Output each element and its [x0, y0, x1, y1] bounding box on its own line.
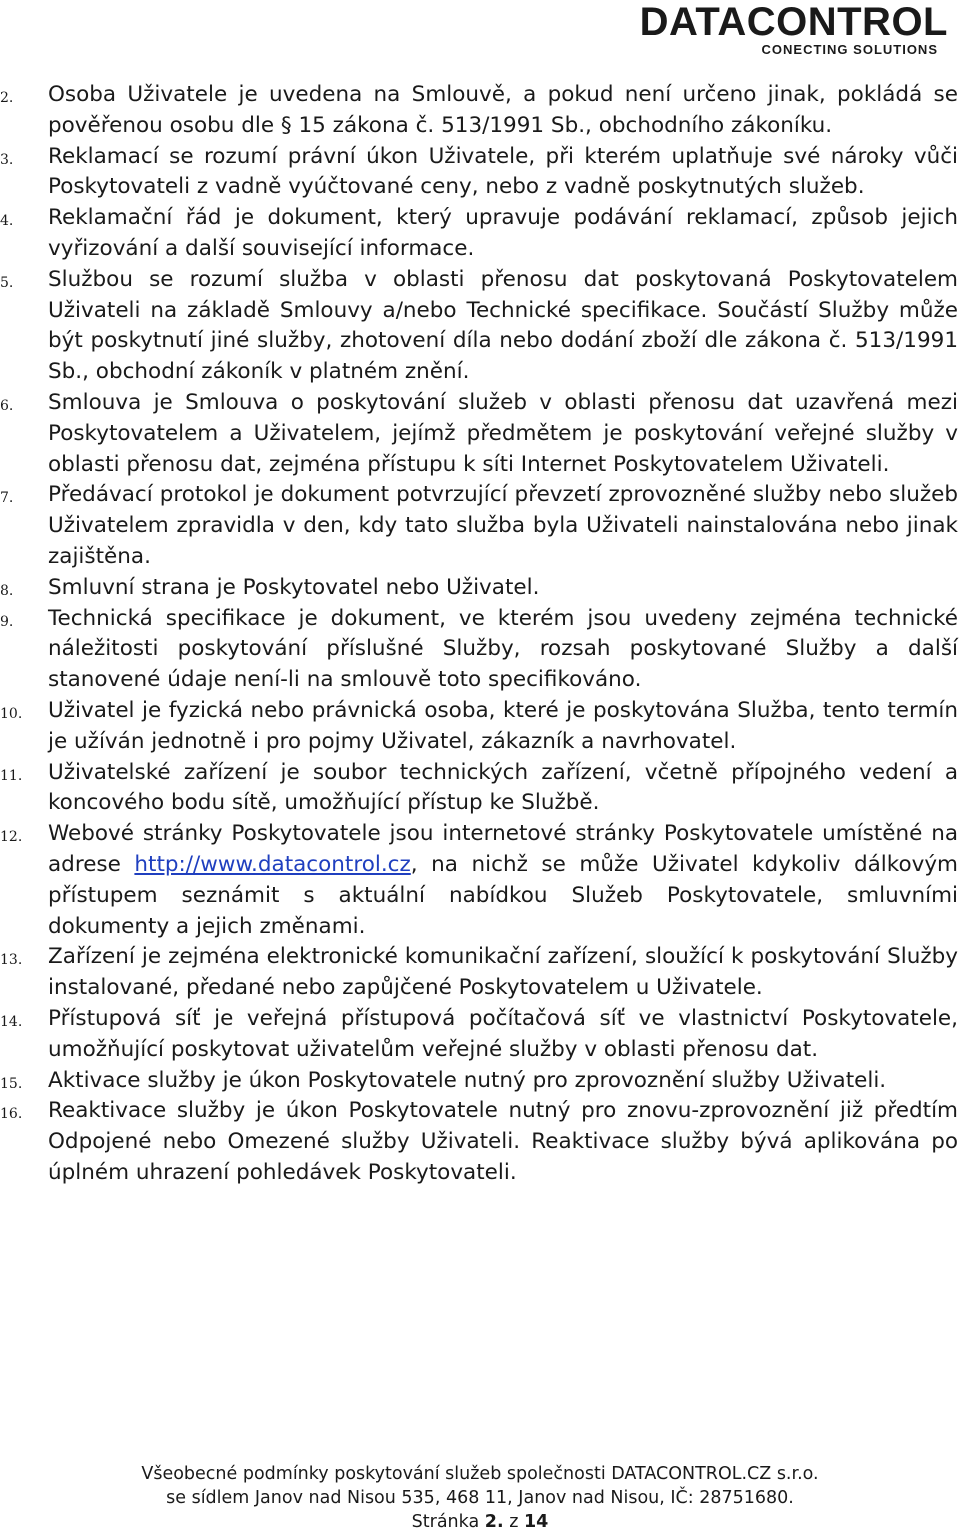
logo-tagline: CONECTING SOLUTIONS — [761, 42, 938, 57]
item-number: 10. — [0, 705, 23, 722]
item-text: Přístupová síť je veřejná přístupová počítačová síť ve vlastnictví Poskytovatele, umožňující poskytovat uživatelům veřejné služby v oblasti přenosu dat. — [48, 1005, 958, 1062]
page-label: Stránka — [411, 1512, 480, 1532]
list-item — [0, 573, 958, 604]
item-text: Smlouva je Smlouva o poskytování služeb v oblasti přenosu dat uzavřená mezi Poskytovatelem a Uživatelem, jejímž předmětem je poskytování veřejné služby v oblasti přenosu dat, zejména přístupu k síti Internet Poskytovatelem Uživateli. — [48, 389, 958, 477]
item-number: 2. — [0, 90, 14, 106]
page-footer — [0, 1462, 960, 1534]
definitions-list — [0, 80, 958, 1189]
item-number: 15. — [0, 1075, 23, 1092]
list-item — [0, 1096, 958, 1188]
page-number — [0, 1510, 960, 1534]
item-text-after-link: , na nichž se může Uživatel kdykoliv dálkovým přístupem seznámit s aktuální nabídkou Služeb Poskytovatele, smluvními dokumenty a jejich změnami. — [48, 851, 958, 939]
item-number: 13. — [0, 952, 23, 969]
logo-wordmark: DATACONTROL — [639, 0, 948, 44]
item-number: 4. — [0, 213, 14, 230]
item-text: Uživatelské zařízení je soubor technických zařízení, včetně přípojného vedení a koncového bodu sítě, umožňující přístup ke Službě. — [48, 759, 958, 816]
list-item — [0, 696, 958, 758]
item-text: Smluvní strana je Poskytovatel nebo Uživatel. — [48, 574, 540, 600]
page-total: 14 — [523, 1512, 549, 1532]
list-item — [0, 1004, 958, 1066]
list-item — [0, 758, 958, 820]
page-separator: z — [509, 1512, 519, 1532]
item-text: Předávací protokol je dokument potvrzující převzetí zprovozněné služby nebo služeb Uživatelem zpravidla v den, kdy tato služba byla Uživateli nainstalována nebo jinak zajištěna. — [48, 482, 958, 569]
page-current: 2. — [484, 1512, 504, 1532]
list-item — [0, 1066, 958, 1097]
footer-address-line: se sídlem Janov nad Nisou 535, 468 11, Janov nad Nisou, IČ: 28751680. — [166, 1488, 794, 1508]
item-text: Uživatel je fyzická nebo právnická osoba, které je poskytována Služba, tento termín je užíván jednotně i pro pojmy Uživatel, zákazník a navrhovatel. — [48, 697, 958, 754]
item-number: 8. — [0, 582, 14, 599]
item-text: Reaktivace služby je úkon Poskytovatele nutný pro znovu-zprovoznění již předtím Odpojené nebo Omezené služby Uživateli. Reaktivace služby bývá aplikována po úplném uhrazení pohledávek Poskytovateli. — [48, 1098, 958, 1185]
website-link[interactable]: http://www.datacontrol.cz — [134, 851, 411, 877]
item-number: 5. — [0, 274, 14, 291]
item-number: 12. — [0, 829, 23, 846]
item-text: Reklamační řád je dokument, který upravuje podávání reklamací, způsob jejich vyřizování a další související informace. — [48, 205, 958, 261]
item-text: Reklamací se rozumí právní úkon Uživatele, při kterém uplatňuje své nároky vůči Poskytovateli z vadně vyúčtované ceny, nebo z vadně poskytnutých služeb. — [48, 143, 958, 200]
company-logo — [640, 2, 948, 56]
item-text: Osoba Uživatele je uvedena na Smlouvě, a pokud není určeno jinak, pokládá se pověřenou osobu dle § 15 zákona č. 513/1991 Sb., obchodního zákoníku. — [48, 82, 958, 138]
item-text: Technická specifikace je dokument, ve kterém jsou uvedeny zejména technické náležitosti poskytování příslušné Služby, rozsah poskytované Služby a další stanovené údaje není-li na smlouvě toto specifikováno. — [48, 605, 958, 693]
item-text-before-link: Webové stránky Poskytovatele jsou internetové stránky Poskytovatele umístěné na adrese — [48, 821, 958, 877]
item-number: 3. — [0, 151, 14, 168]
item-number: 11. — [0, 767, 23, 784]
item-number: 16. — [0, 1106, 23, 1123]
item-number: 7. — [0, 490, 14, 507]
item-text: Službou se rozumí služba v oblasti přenosu dat poskytovaná Poskytovatelem Uživateli na základě Smlouvy a/nebo Technické specifikace. Součástí Služby může být poskytnutí jiné služby, zhotovení díla nebo dodání zboží dle zákona č. 513/1991 Sb., obchodní zákoník v platném znění. — [48, 266, 958, 385]
item-text: Aktivace služby je úkon Poskytovatele nutný pro zprovoznění služby Uživateli. — [48, 1067, 887, 1093]
list-item — [0, 80, 958, 142]
list-item — [0, 480, 958, 572]
list-item — [0, 819, 958, 942]
list-item — [0, 604, 958, 696]
item-number: 9. — [0, 613, 14, 630]
list-item — [0, 942, 958, 1004]
list-item — [0, 142, 958, 204]
footer-company-line: Všeobecné podmínky poskytování služeb společnosti DATACONTROL.CZ s.r.o. — [141, 1464, 819, 1484]
list-item — [0, 203, 958, 265]
list-item — [0, 388, 958, 480]
item-text: Zařízení je zejména elektronické komunikační zařízení, sloužící k poskytování Služby instalované, předané nebo zapůjčené Poskytovatelem u Uživatele. — [48, 944, 958, 1001]
item-number: 14. — [0, 1013, 23, 1030]
list-item — [0, 265, 958, 388]
item-number: 6. — [0, 397, 14, 414]
